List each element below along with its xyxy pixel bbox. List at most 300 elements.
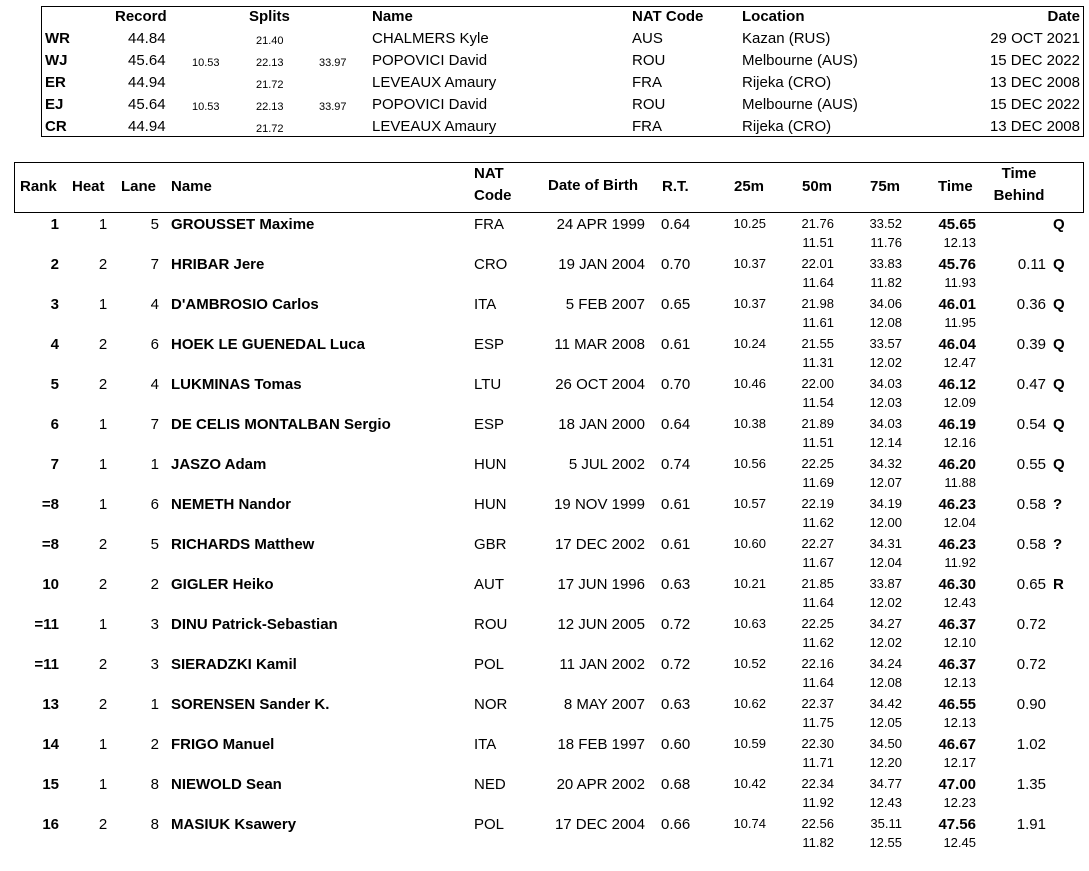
record-split-2: 21.72 xyxy=(256,123,284,135)
split-50m: 22.56 xyxy=(801,816,834,831)
nat-code: POL xyxy=(474,656,505,673)
heat: 2 xyxy=(98,336,108,353)
rank: =11 xyxy=(34,616,59,633)
record-code: CR xyxy=(45,118,67,135)
split-75m: 34.32 xyxy=(869,456,902,471)
table-row xyxy=(0,656,1089,696)
records-header-record: Record xyxy=(115,8,167,25)
split-75m: 35.11 xyxy=(870,816,902,831)
diff-50m: 11.62 xyxy=(802,515,834,530)
split-25m: 10.59 xyxy=(733,736,766,751)
record-location: Melbourne (AUS) xyxy=(742,52,858,69)
swimmer-name: DE CELIS MONTALBAN Sergio xyxy=(171,416,391,433)
date-of-birth: 12 JUN 2005 xyxy=(557,616,645,633)
record-time: 44.94 xyxy=(128,118,166,135)
date-of-birth: 5 FEB 2007 xyxy=(565,296,645,313)
diff-50m: 11.92 xyxy=(802,795,834,810)
heat: 2 xyxy=(98,256,108,273)
final-time: 46.12 xyxy=(938,376,976,393)
lane: 1 xyxy=(150,696,159,713)
lane: 7 xyxy=(150,416,159,433)
split-50m: 22.01 xyxy=(801,256,834,271)
split-75m: 34.24 xyxy=(869,656,902,671)
lane: 2 xyxy=(150,576,159,593)
split-75m: 34.03 xyxy=(869,416,902,431)
record-split-3: 33.97 xyxy=(319,101,347,113)
heat: 1 xyxy=(98,296,108,313)
time-behind: 0.11 xyxy=(1017,256,1046,273)
reaction-time: 0.72 xyxy=(661,616,691,633)
swimmer-name: LUKMINAS Tomas xyxy=(171,376,302,393)
rank: 16 xyxy=(42,816,59,833)
split-50m: 21.89 xyxy=(801,416,834,431)
col-heat: Heat xyxy=(72,178,105,195)
heat: 1 xyxy=(98,456,108,473)
diff-75m: 12.02 xyxy=(869,635,902,650)
time-behind: 1.02 xyxy=(1016,736,1046,753)
time-behind: 0.72 xyxy=(1016,656,1046,673)
diff-75m: 11.82 xyxy=(870,275,902,290)
diff-75m: 12.05 xyxy=(869,715,902,730)
qualification-mark: Q xyxy=(1053,256,1065,273)
swimmer-name: GIGLER Heiko xyxy=(171,576,274,593)
split-25m: 10.46 xyxy=(733,376,766,391)
record-split-1: 10.53 xyxy=(192,57,220,69)
diff-50m: 11.31 xyxy=(802,355,834,370)
record-code: WJ xyxy=(45,52,68,69)
diff-75m: 12.02 xyxy=(869,595,902,610)
records-header-date: Date xyxy=(1047,8,1080,25)
col-rt: R.T. xyxy=(662,178,689,195)
split-25m: 10.60 xyxy=(733,536,766,551)
reaction-time: 0.64 xyxy=(661,216,691,233)
record-holder: POPOVICI David xyxy=(372,52,488,69)
nat-code: ITA xyxy=(474,296,497,313)
swimmer-name: DINU Patrick-Sebastian xyxy=(171,616,338,633)
diff-100m: 12.16 xyxy=(943,435,976,450)
split-75m: 33.57 xyxy=(869,336,902,351)
diff-75m: 12.08 xyxy=(869,315,902,330)
split-50m: 22.37 xyxy=(801,696,834,711)
swimmer-name: HRIBAR Jere xyxy=(171,256,265,273)
table-row xyxy=(0,336,1089,376)
nat-code: NOR xyxy=(474,696,508,713)
split-25m: 10.57 xyxy=(733,496,766,511)
diff-50m: 11.75 xyxy=(802,715,834,730)
date-of-birth: 17 JUN 1996 xyxy=(557,576,645,593)
split-50m: 22.30 xyxy=(801,736,834,751)
final-time: 46.04 xyxy=(938,336,976,353)
diff-50m: 11.51 xyxy=(802,235,834,250)
final-time: 46.30 xyxy=(938,576,976,593)
record-code: EJ xyxy=(45,96,64,113)
date-of-birth: 5 JUL 2002 xyxy=(568,456,645,473)
date-of-birth: 8 MAY 2007 xyxy=(563,696,645,713)
date-of-birth: 19 NOV 1999 xyxy=(554,496,645,513)
table-row xyxy=(0,376,1089,416)
diff-50m: 11.69 xyxy=(802,475,834,490)
table-row xyxy=(0,416,1089,456)
col-nat-line2: Code xyxy=(474,187,512,204)
time-behind: 0.47 xyxy=(1016,376,1046,393)
time-behind: 0.90 xyxy=(1016,696,1046,713)
heat: 1 xyxy=(98,496,108,513)
record-time: 44.84 xyxy=(128,30,166,47)
date-of-birth: 11 JAN 2002 xyxy=(559,656,645,673)
qualification-mark: R xyxy=(1053,576,1064,593)
date-of-birth: 17 DEC 2004 xyxy=(554,816,645,833)
heat: 1 xyxy=(98,736,108,753)
table-row xyxy=(0,816,1089,856)
lane: 4 xyxy=(150,376,159,393)
split-75m: 34.31 xyxy=(869,536,902,551)
record-time: 44.94 xyxy=(128,74,166,91)
split-50m: 22.00 xyxy=(801,376,834,391)
table-row xyxy=(0,536,1089,576)
heat: 2 xyxy=(98,656,108,673)
reaction-time: 0.61 xyxy=(661,336,691,353)
record-location: Rijeka (CRO) xyxy=(742,118,832,135)
lane: 7 xyxy=(150,256,159,273)
diff-100m: 12.17 xyxy=(943,755,976,770)
split-75m: 34.27 xyxy=(869,616,902,631)
reaction-time: 0.70 xyxy=(661,256,691,273)
final-time: 46.19 xyxy=(938,416,976,433)
heat: 2 xyxy=(98,576,108,593)
time-behind: 0.58 xyxy=(1016,536,1046,553)
diff-100m: 11.95 xyxy=(944,315,976,330)
reaction-time: 0.61 xyxy=(661,536,691,553)
record-date: 15 DEC 2022 xyxy=(989,96,1080,113)
date-of-birth: 17 DEC 2002 xyxy=(554,536,645,553)
nat-code: ROU xyxy=(474,616,508,633)
split-25m: 10.63 xyxy=(733,616,766,631)
time-behind: 0.36 xyxy=(1016,296,1046,313)
rank: 14 xyxy=(42,736,59,753)
time-behind: 1.35 xyxy=(1016,776,1046,793)
diff-50m: 11.71 xyxy=(802,755,834,770)
diff-75m: 12.43 xyxy=(869,795,902,810)
diff-75m: 12.07 xyxy=(869,475,902,490)
swimmer-name: SIERADZKI Kamil xyxy=(171,656,297,673)
reaction-time: 0.65 xyxy=(661,296,691,313)
rank: 15 xyxy=(42,776,59,793)
col-rank: Rank xyxy=(20,178,57,195)
reaction-time: 0.66 xyxy=(661,816,691,833)
split-25m: 10.38 xyxy=(733,416,766,431)
split-75m: 34.42 xyxy=(869,696,902,711)
col-behind-line1: Time xyxy=(1001,165,1037,182)
record-date: 13 DEC 2008 xyxy=(989,74,1080,91)
split-75m: 34.06 xyxy=(869,296,902,311)
split-75m: 33.87 xyxy=(869,576,902,591)
record-code: ER xyxy=(45,74,66,91)
swimmer-name: RICHARDS Matthew xyxy=(171,536,315,553)
diff-100m: 12.09 xyxy=(943,395,976,410)
date-of-birth: 18 JAN 2000 xyxy=(558,416,645,433)
nat-code: HUN xyxy=(474,456,507,473)
nat-code: NED xyxy=(474,776,506,793)
swimmer-name: NEMETH Nandor xyxy=(171,496,291,513)
lane: 5 xyxy=(150,536,159,553)
final-time: 47.00 xyxy=(938,776,976,793)
time-behind: 1.91 xyxy=(1016,816,1046,833)
final-time: 46.55 xyxy=(938,696,976,713)
split-50m: 22.16 xyxy=(801,656,834,671)
lane: 5 xyxy=(150,216,159,233)
time-behind: 0.72 xyxy=(1016,616,1046,633)
record-split-1: 10.53 xyxy=(192,101,220,113)
split-25m: 10.24 xyxy=(733,336,766,351)
table-row xyxy=(0,256,1089,296)
diff-75m: 11.76 xyxy=(870,235,902,250)
record-holder: POPOVICI David xyxy=(372,96,488,113)
qualification-mark: ? xyxy=(1053,536,1063,553)
swimmer-name: NIEWOLD Sean xyxy=(171,776,282,793)
record-nat: FRA xyxy=(632,74,662,91)
qualification-mark: ? xyxy=(1053,496,1063,513)
record-split-2: 22.13 xyxy=(256,101,284,113)
record-date: 29 OCT 2021 xyxy=(990,30,1080,47)
lane: 3 xyxy=(150,616,159,633)
diff-75m: 12.14 xyxy=(869,435,902,450)
lane: 6 xyxy=(150,496,159,513)
record-location: Kazan (RUS) xyxy=(742,30,831,47)
col-75m: 75m xyxy=(870,178,901,195)
diff-100m: 12.13 xyxy=(943,675,976,690)
split-75m: 34.77 xyxy=(869,776,902,791)
diff-100m: 12.23 xyxy=(943,795,976,810)
record-location: Rijeka (CRO) xyxy=(742,74,832,91)
split-75m: 34.19 xyxy=(869,496,902,511)
diff-75m: 12.20 xyxy=(869,755,902,770)
table-row xyxy=(0,736,1089,776)
nat-code: LTU xyxy=(474,376,502,393)
lane: 1 xyxy=(150,456,159,473)
final-time: 46.23 xyxy=(938,496,976,513)
qualification-mark: Q xyxy=(1053,296,1065,313)
split-25m: 10.56 xyxy=(733,456,766,471)
diff-50m: 11.54 xyxy=(802,395,834,410)
records-header-location: Location xyxy=(742,8,805,25)
record-location: Melbourne (AUS) xyxy=(742,96,858,113)
diff-50m: 11.51 xyxy=(802,435,834,450)
record-nat: AUS xyxy=(632,30,663,47)
record-split-2: 21.40 xyxy=(256,35,284,47)
rank: 5 xyxy=(50,376,59,393)
split-50m: 22.19 xyxy=(801,496,834,511)
split-25m: 10.62 xyxy=(733,696,766,711)
rank: 1 xyxy=(50,216,59,233)
col-time: Time xyxy=(938,178,973,195)
table-row xyxy=(0,776,1089,816)
split-25m: 10.42 xyxy=(733,776,766,791)
date-of-birth: 24 APR 1999 xyxy=(556,216,645,233)
reaction-time: 0.61 xyxy=(661,496,691,513)
record-holder: LEVEAUX Amaury xyxy=(372,74,497,91)
diff-100m: 12.13 xyxy=(943,715,976,730)
diff-75m: 12.08 xyxy=(869,675,902,690)
final-time: 46.67 xyxy=(938,736,976,753)
rank: =8 xyxy=(41,536,59,553)
diff-50m: 11.64 xyxy=(802,675,834,690)
split-25m: 10.21 xyxy=(733,576,766,591)
record-split-2: 22.13 xyxy=(256,57,284,69)
time-behind: 0.58 xyxy=(1016,496,1046,513)
diff-100m: 12.10 xyxy=(943,635,976,650)
swimmer-name: MASIUK Ksawery xyxy=(171,816,297,833)
rank: 2 xyxy=(50,256,59,273)
nat-code: ESP xyxy=(474,416,505,433)
diff-100m: 12.47 xyxy=(943,355,976,370)
time-behind: 0.55 xyxy=(1016,456,1046,473)
record-holder: CHALMERS Kyle xyxy=(372,30,489,47)
record-time: 45.64 xyxy=(128,96,166,113)
lane: 8 xyxy=(150,816,159,833)
split-25m: 10.74 xyxy=(733,816,766,831)
table-row xyxy=(0,296,1089,336)
diff-50m: 11.67 xyxy=(802,555,834,570)
record-split-3: 33.97 xyxy=(319,57,347,69)
table-row xyxy=(0,456,1089,496)
lane: 4 xyxy=(150,296,159,313)
diff-50m: 11.82 xyxy=(802,835,834,850)
final-time: 45.65 xyxy=(938,216,976,233)
split-50m: 21.85 xyxy=(801,576,834,591)
date-of-birth: 19 JAN 2004 xyxy=(558,256,645,273)
split-75m: 33.52 xyxy=(869,216,902,231)
diff-75m: 12.03 xyxy=(869,395,902,410)
swimmer-name: JASZO Adam xyxy=(171,456,267,473)
split-75m: 34.50 xyxy=(869,736,902,751)
split-50m: 21.55 xyxy=(801,336,834,351)
swimmer-name: GROUSSET Maxime xyxy=(171,216,315,233)
diff-50m: 11.64 xyxy=(802,275,834,290)
rank: 7 xyxy=(50,456,59,473)
nat-code: ESP xyxy=(474,336,505,353)
diff-100m: 11.88 xyxy=(944,475,976,490)
split-25m: 10.52 xyxy=(733,656,766,671)
final-time: 46.01 xyxy=(938,296,976,313)
col-behind-line2: Behind xyxy=(993,187,1045,204)
record-nat: ROU xyxy=(632,52,666,69)
split-50m: 22.34 xyxy=(801,776,834,791)
col-dob: Date of Birth xyxy=(548,177,638,194)
swimmer-name: FRIGO Manuel xyxy=(171,736,275,753)
date-of-birth: 11 MAR 2008 xyxy=(554,336,645,353)
record-date: 15 DEC 2022 xyxy=(989,52,1080,69)
date-of-birth: 26 OCT 2004 xyxy=(555,376,645,393)
rank: 6 xyxy=(50,416,59,433)
nat-code: POL xyxy=(474,816,505,833)
records-header-splits: Splits xyxy=(249,8,290,25)
split-50m: 21.98 xyxy=(801,296,834,311)
time-behind: 0.65 xyxy=(1016,576,1046,593)
rank: 13 xyxy=(42,696,59,713)
diff-75m: 12.00 xyxy=(869,515,902,530)
date-of-birth: 20 APR 2002 xyxy=(556,776,645,793)
swimmer-name: HOEK LE GUENEDAL Luca xyxy=(171,336,365,353)
table-row xyxy=(0,216,1089,256)
heat: 1 xyxy=(98,416,108,433)
reaction-time: 0.63 xyxy=(661,576,691,593)
swimmer-name: D'AMBROSIO Carlos xyxy=(171,296,319,313)
time-behind: 0.39 xyxy=(1016,336,1046,353)
heat: 2 xyxy=(98,696,108,713)
qualification-mark: Q xyxy=(1053,376,1065,393)
split-75m: 33.83 xyxy=(869,256,902,271)
final-time: 47.56 xyxy=(938,816,976,833)
date-of-birth: 18 FEB 1997 xyxy=(557,736,645,753)
col-name: Name xyxy=(171,178,212,195)
records-header-nat: NAT Code xyxy=(632,8,704,25)
heat: 2 xyxy=(98,816,108,833)
diff-50m: 11.64 xyxy=(802,595,834,610)
reaction-time: 0.72 xyxy=(661,656,691,673)
diff-50m: 11.62 xyxy=(802,635,834,650)
reaction-time: 0.68 xyxy=(661,776,691,793)
table-row xyxy=(0,616,1089,656)
lane: 2 xyxy=(150,736,159,753)
nat-code: HUN xyxy=(474,496,507,513)
nat-code: AUT xyxy=(474,576,504,593)
heat: 2 xyxy=(98,536,108,553)
diff-75m: 12.02 xyxy=(869,355,902,370)
diff-100m: 12.04 xyxy=(943,515,976,530)
rank: 3 xyxy=(50,296,59,313)
final-time: 46.37 xyxy=(938,656,976,673)
rank: =11 xyxy=(34,656,59,673)
record-code: WR xyxy=(45,30,70,47)
records-header-name: Name xyxy=(372,8,413,25)
lane: 3 xyxy=(150,656,159,673)
record-holder: LEVEAUX Amaury xyxy=(372,118,497,135)
heat: 1 xyxy=(98,616,108,633)
qualification-mark: Q xyxy=(1053,336,1065,353)
qualification-mark: Q xyxy=(1053,456,1065,473)
diff-75m: 12.55 xyxy=(869,835,902,850)
split-25m: 10.25 xyxy=(733,216,766,231)
reaction-time: 0.63 xyxy=(661,696,691,713)
record-split-2: 21.72 xyxy=(256,79,284,91)
diff-50m: 11.61 xyxy=(802,315,834,330)
col-50m: 50m xyxy=(802,178,833,195)
split-25m: 10.37 xyxy=(733,256,766,271)
diff-100m: 12.43 xyxy=(943,595,976,610)
reaction-time: 0.74 xyxy=(661,456,691,473)
qualification-mark: Q xyxy=(1053,416,1065,433)
final-time: 46.37 xyxy=(938,616,976,633)
record-nat: ROU xyxy=(632,96,666,113)
diff-100m: 12.13 xyxy=(943,235,976,250)
final-time: 46.23 xyxy=(938,536,976,553)
diff-100m: 12.45 xyxy=(943,835,976,850)
split-25m: 10.37 xyxy=(733,296,766,311)
lane: 6 xyxy=(150,336,159,353)
nat-code: ITA xyxy=(474,736,497,753)
rank: =8 xyxy=(41,496,59,513)
time-behind: 0.54 xyxy=(1016,416,1046,433)
qualification-mark: Q xyxy=(1053,216,1065,233)
split-50m: 22.27 xyxy=(801,536,834,551)
swimmer-name: SORENSEN Sander K. xyxy=(171,696,330,713)
diff-100m: 11.92 xyxy=(944,555,976,570)
split-50m: 22.25 xyxy=(801,456,834,471)
reaction-time: 0.70 xyxy=(661,376,691,393)
nat-code: FRA xyxy=(474,216,504,233)
split-50m: 22.25 xyxy=(801,616,834,631)
table-row xyxy=(0,496,1089,536)
